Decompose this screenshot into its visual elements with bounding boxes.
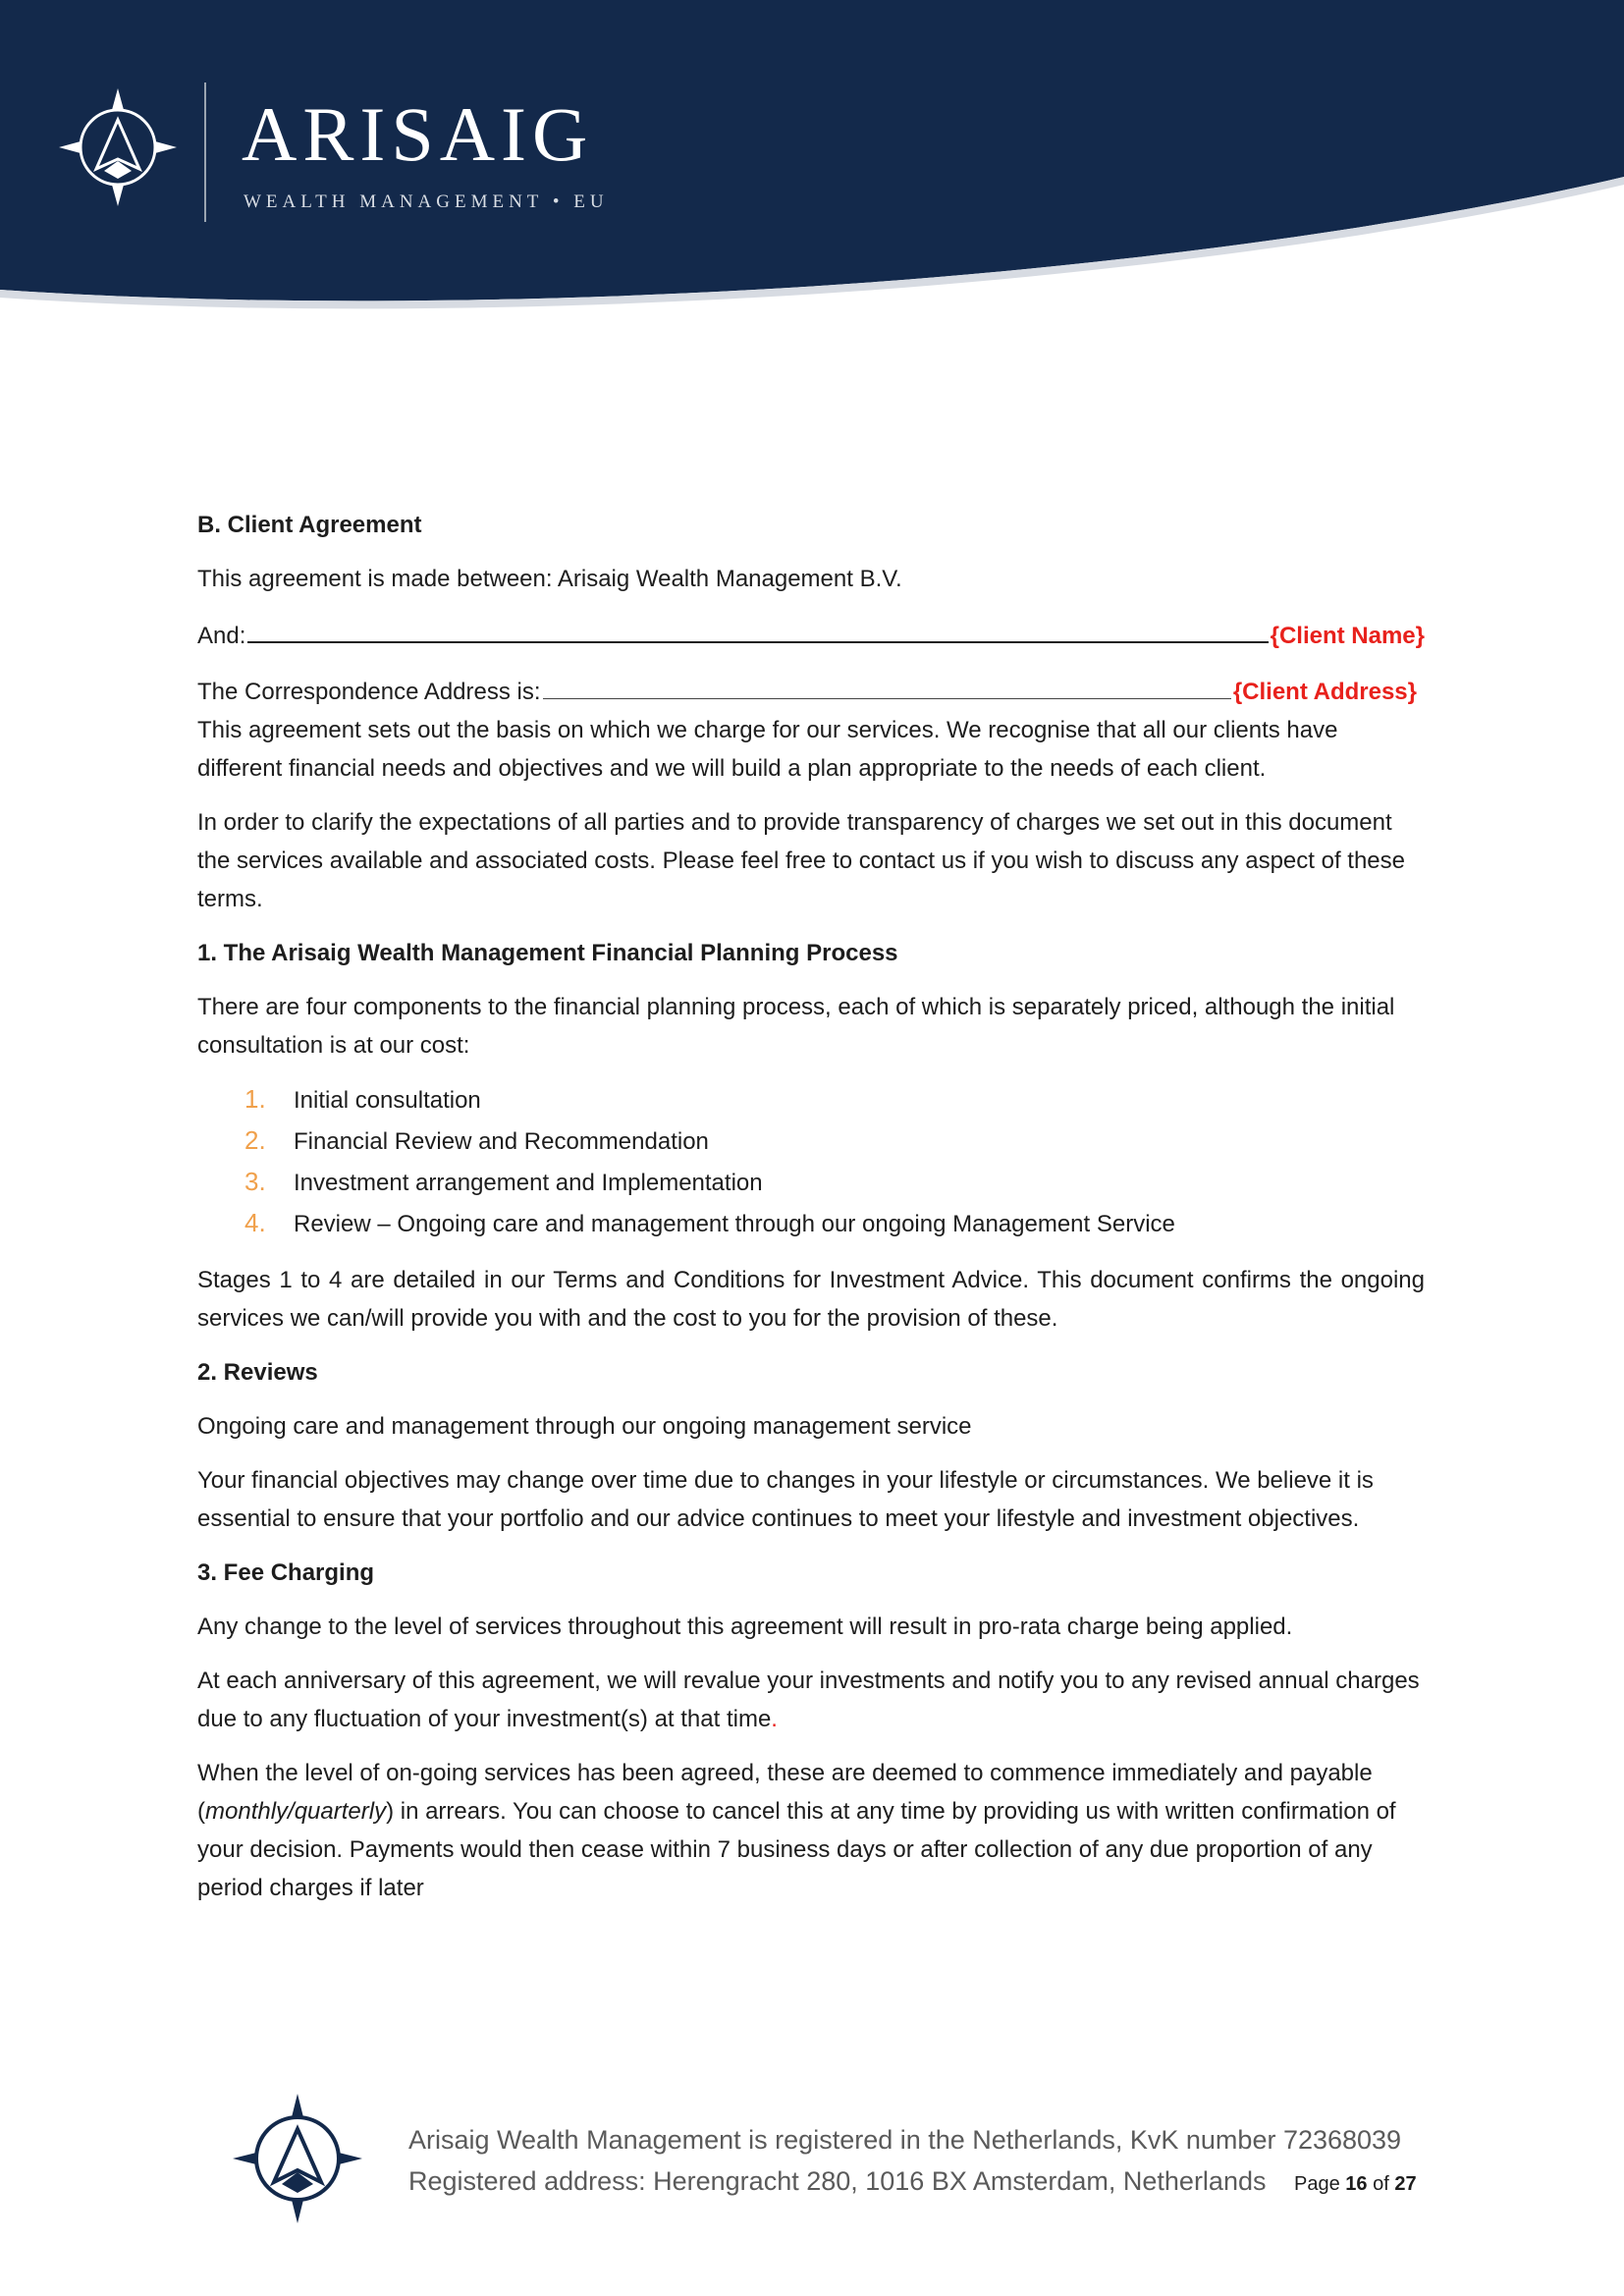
and-label: And: xyxy=(197,623,246,649)
step-number: 3. xyxy=(244,1167,266,1196)
client-address-placeholder: {Client Address} xyxy=(1232,679,1417,705)
step-label: Initial consultation xyxy=(294,1087,481,1114)
compass-mountain-logo-icon xyxy=(57,86,179,208)
section3-p3 xyxy=(197,1754,1425,1907)
section3-p3-b: ) in arrears. You can choose to cancel this at any time by providing us with written confirmation of your decision. Payments would then cease within 7 business days or after collection of any due proportion of any period charges if later xyxy=(197,1798,1396,1901)
step-number: 2. xyxy=(244,1125,266,1155)
footer-compass-logo-icon xyxy=(231,2092,364,2225)
footer-registration xyxy=(408,2119,1401,2202)
footer-line-2: Registered address: Herengracht 280, 1016 BX Amsterdam, Netherlands xyxy=(408,2166,1267,2196)
client-address-row xyxy=(197,671,1417,711)
page-total: 27 xyxy=(1394,2173,1417,2195)
section2-p1: Ongoing care and management through our ongoing management service xyxy=(197,1413,972,1440)
step-label: Investment arrangement and Implementation xyxy=(294,1170,763,1196)
agreement-parties: This agreement is made between: Arisaig Wealth Management B.V. xyxy=(197,566,902,592)
section-title: B. Client Agreement xyxy=(197,512,422,538)
client-name-blank[interactable] xyxy=(247,614,1268,643)
section1-intro: There are four components to the financial planning process, each of which is separately priced, although the initial consultation is at our cost: xyxy=(197,994,1395,1059)
clarify-paragraph: In order to clarify the expectations of all parties and to provide transparency of charges we set out in this document the services available and associated costs. Please feel free to contact us if you wish to discuss any aspect of these terms. xyxy=(197,809,1405,912)
step-label: Financial Review and Recommendation xyxy=(294,1128,709,1155)
list-item xyxy=(244,1204,1425,1245)
brand-name: ARISAIG xyxy=(242,91,594,177)
page-number xyxy=(1294,2173,1417,2196)
page-prefix: Page xyxy=(1294,2173,1340,2195)
step-number: 4. xyxy=(244,1208,266,1237)
section2-p2: Your financial objectives may change over time due to changes in your lifestyle or circumstances. We believe it is essential to ensure that your portfolio and our advice continues to meet your lifestyle and investment objectives. xyxy=(197,1467,1374,1532)
page-of: of xyxy=(1373,2173,1389,2195)
list-item xyxy=(244,1121,1425,1163)
footer-line-1: Arisaig Wealth Management is registered in the Netherlands, KvK number 72368039 xyxy=(408,2125,1402,2155)
section1-after: Stages 1 to 4 are detailed in our Terms and Conditions for Investment Advice. This document confirms the ongoing services we can/will provide you with and the cost to you for the provision of these. xyxy=(197,1267,1425,1332)
brand-subtitle: WEALTH MANAGEMENT • EU xyxy=(244,191,609,212)
client-name-row xyxy=(197,614,1425,655)
list-item xyxy=(244,1080,1425,1121)
step-label: Review – Ongoing care and management through our ongoing Management Service xyxy=(294,1211,1175,1237)
page-current: 16 xyxy=(1345,2173,1368,2195)
list-item xyxy=(244,1163,1425,1204)
client-address-blank[interactable] xyxy=(543,671,1231,699)
section1-heading: 1. The Arisaig Wealth Management Financial Planning Process xyxy=(197,940,898,966)
section3-p2-end: . xyxy=(771,1706,778,1732)
section2-heading: 2. Reviews xyxy=(197,1359,318,1386)
address-label: The Correspondence Address is: xyxy=(197,679,541,705)
process-steps-list xyxy=(197,1080,1425,1245)
logo-divider xyxy=(204,82,206,222)
document-body xyxy=(197,506,1425,1923)
payment-frequency: monthly/quarterly xyxy=(205,1798,387,1825)
section3-heading: 3. Fee Charging xyxy=(197,1559,375,1586)
section3-p2-text: At each anniversary of this agreement, we will revalue your investments and notify you to any revised annual charges due to any fluctuation of your investment(s) at that time xyxy=(197,1667,1420,1732)
section3-p2 xyxy=(197,1662,1425,1738)
client-name-placeholder: {Client Name} xyxy=(1270,623,1425,649)
section3-p1: Any change to the level of services throughout this agreement will result in pro-rata charge being applied. xyxy=(197,1613,1293,1640)
step-number: 1. xyxy=(244,1084,266,1114)
intro-paragraph: This agreement sets out the basis on which we charge for our services. We recognise that all our clients have different financial needs and objectives and we will build a plan appropriate to the needs of each client. xyxy=(197,717,1338,782)
section3-p3-a: When the level of on-going services has been agreed, these are deemed to commence immediately and payable ( xyxy=(197,1760,1373,1825)
